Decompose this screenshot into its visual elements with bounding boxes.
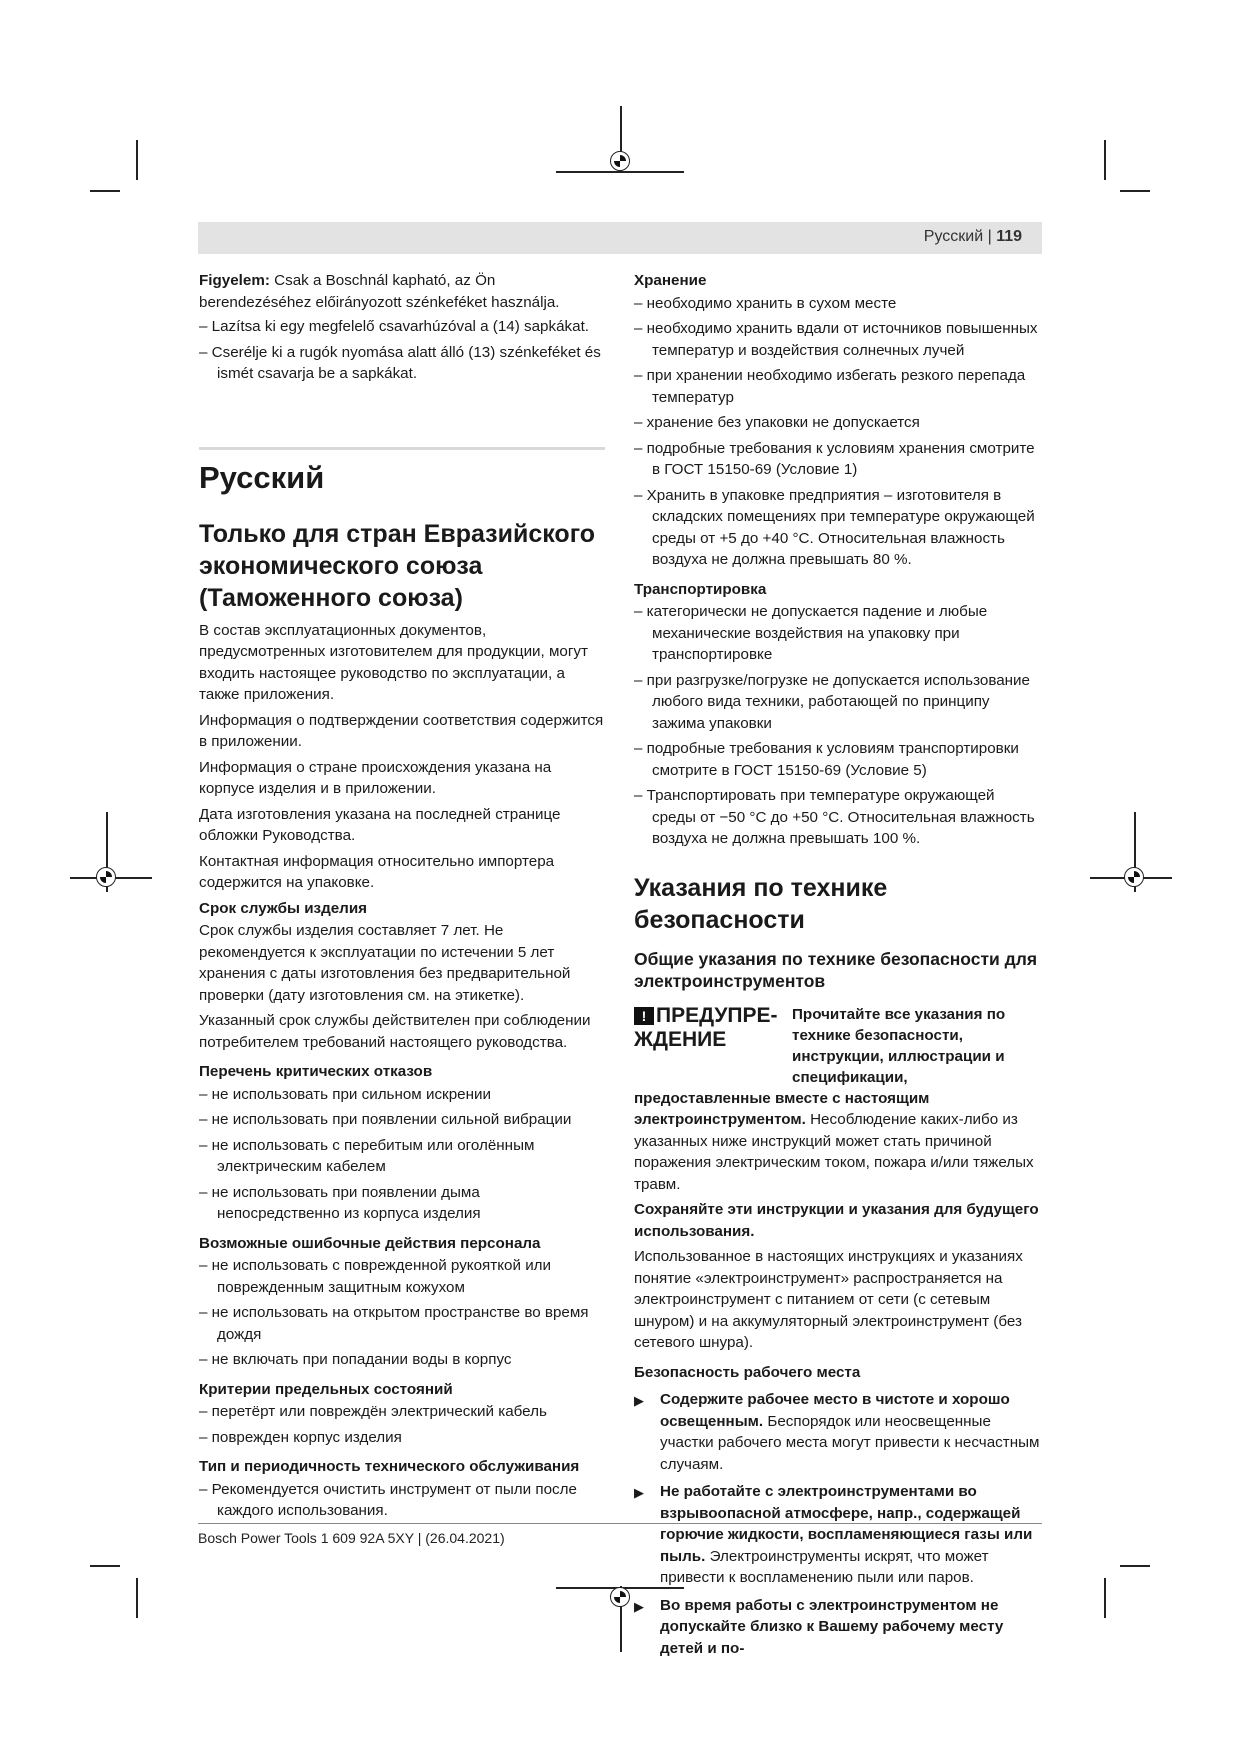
warning-triangle-icon: ! bbox=[634, 1007, 654, 1025]
list-item: – необходимо хранить в сухом месте bbox=[634, 294, 897, 312]
list-item: – не использовать при появлении сильной вибрации bbox=[199, 1111, 572, 1128]
warning-text: Прочитайте все указания по технике безопасности, инструкции, иллюстрации и спецификации, bbox=[792, 1005, 1006, 1086]
list-item: – при разгрузке/погрузке не допускается использование любого вида техники, работающей по принципу зажима упаковки bbox=[634, 671, 1030, 732]
crop-mark bbox=[136, 140, 138, 180]
list-item: – перетёрт или повреждён электрический кабель bbox=[199, 1403, 547, 1420]
keep-instructions: Сохраняйте эти инструкции и указания для будущего использования. bbox=[634, 1201, 1039, 1240]
list-item: – подробные требования к условиям хранения смотрите в ГОСТ 15150-69 (Условие 1) bbox=[634, 439, 1035, 478]
subheading: Критерии предельных состояний bbox=[199, 1380, 453, 1398]
paragraph: Дата изготовления указана на последней странице обложки Руководства. bbox=[199, 805, 561, 844]
paragraph: Использованное в настоящих инструкциях и указаниях понятие «электроинструмент» распространяется на электроинструмент с питанием от сети (с сетевым шнуром) и на аккумуляторный электроинструмент (без сетевого шнура). bbox=[634, 1248, 1023, 1351]
note-text: Csak a Boschnál kapható, az Ön berendezéséhez előirányozott szénkeféket használja. bbox=[199, 272, 560, 311]
bullet-item: ▶ Во время работы с электроинструментом не допускайте близко к Вашему рабочему месту детей и по- bbox=[634, 1595, 1040, 1660]
warning-continuation: предоставленные вместе с настоящим электроинструментом. Несоблюдение каких-либо из указанных ниже инструкций может стать причиной поражения электрическим током, пожара и/или тяжелых травм. bbox=[634, 1089, 1034, 1193]
list-item: – не использовать на открытом пространстве во время дождя bbox=[199, 1304, 589, 1343]
warning-block bbox=[634, 1004, 1040, 1088]
page-header bbox=[198, 222, 1042, 254]
paragraph: В состав эксплуатационных документов, предусмотренных изготовителем для продукции, могут входить настоящее руководство по эксплуатации, а также приложения. bbox=[199, 621, 588, 703]
header-language: Русский bbox=[923, 228, 984, 245]
page-footer bbox=[198, 1523, 1042, 1546]
registration-mark-icon bbox=[610, 1587, 630, 1607]
list-item: – хранение без упаковки не допускается bbox=[634, 414, 920, 431]
registration-mark-icon bbox=[96, 867, 116, 887]
paragraph: Указанный срок службы действителен при соблюдении потребителем требований настоящего руководства. bbox=[199, 1012, 591, 1051]
crop-mark bbox=[136, 1578, 138, 1618]
paragraph: Информация о подтверждении соответствия содержится в приложении. bbox=[199, 711, 604, 750]
subheading: Перечень критических отказов bbox=[199, 1063, 433, 1080]
subheading: Безопасность рабочего места bbox=[634, 1363, 861, 1381]
crop-mark bbox=[1104, 140, 1106, 180]
list-item: – не использовать с поврежденной рукояткой или поврежденным защитным кожухом bbox=[199, 1257, 552, 1296]
section-divider bbox=[199, 447, 605, 450]
crop-mark bbox=[1120, 190, 1150, 192]
list-item: – Хранить в упаковке предприятия – изготовителя в складских помещениях при температуре окружающей среды от +5 до +40 °C. Относительная влажность воздуха не должна превышать 80 %. bbox=[634, 486, 1035, 568]
list-item: – не использовать при появлении дыма непосредственно из корпуса изделия bbox=[199, 1183, 481, 1222]
subheading: Тип и периодичность технического обслуживания bbox=[199, 1458, 580, 1475]
list-item: – Рекомендуется очистить инструмент от пыли после каждого использования. bbox=[199, 1480, 577, 1519]
list-item: – подробные требования к условиям транспортировки смотрите в ГОСТ 15150-69 (Условие 5) bbox=[634, 740, 1019, 779]
list-item: – Lazítsa ki egy megfelelő csavarhúzóval a (14) sapkákat. bbox=[199, 318, 590, 335]
crop-mark bbox=[90, 190, 120, 192]
subheading: Срок службы изделия bbox=[199, 899, 368, 917]
paragraph: Информация о стране происхождения указана на корпусе изделия и в приложении. bbox=[199, 758, 552, 797]
subheading: Хранение bbox=[634, 272, 707, 289]
list-item: – Cserélje ki a rugók nyomása alatt álló (13) szénkeféket és ismét csavarja be a sapkákat. bbox=[199, 343, 601, 382]
paragraph: Контактная информация относительно импортера содержится на упаковке. bbox=[199, 852, 555, 891]
crop-mark bbox=[556, 171, 684, 173]
list-item: – не использовать с перебитым или оголённым электрическим кабелем bbox=[199, 1136, 535, 1175]
section-subtitle: Только для стран Евразийского экономического союза (Таможенного союза) bbox=[199, 519, 596, 612]
hungarian-note bbox=[199, 270, 605, 313]
list-item: – категорически не допускается падение и любые механические воздействия на упаковку при транспортировке bbox=[634, 603, 988, 663]
crop-mark bbox=[90, 1565, 120, 1567]
subheading: Транспортировка bbox=[634, 580, 767, 598]
triangle-bullet-icon: ▶ bbox=[634, 1598, 644, 1614]
paragraph: Срок службы изделия составляет 7 лет. Не рекомендуется к эксплуатации по истечении 5 лет хранения с даты изготовления без предварительной проверки (дату изготовления см. на этикетке). bbox=[199, 922, 571, 1004]
registration-mark-icon bbox=[1124, 867, 1144, 887]
list-item: – при хранении необходимо избегать резкого перепада температур bbox=[634, 367, 1026, 406]
page-number: 119 bbox=[996, 228, 1022, 245]
bullet-item: ▶ Содержите рабочее место в чистоте и хорошо освещенным. Беспорядок или неосвещенные участки рабочего места могут привести к несчастным случаям. bbox=[634, 1389, 1040, 1475]
page-header-text: Русский | 119 bbox=[923, 228, 1022, 245]
safety-title: Указания по технике безопасности bbox=[634, 873, 888, 934]
warning-label: ! ПРЕДУПРЕ- ЖДЕНИЕ bbox=[634, 1003, 778, 1051]
left-column bbox=[199, 270, 605, 1526]
footer-text: Bosch Power Tools 1 609 92A 5XY | (26.04.2021) bbox=[198, 1530, 505, 1546]
general-safety-title: Общие указания по технике безопасности для электроинструментов bbox=[634, 948, 1038, 991]
crop-mark bbox=[1120, 1565, 1150, 1567]
list-item: – Транспортировать при температуре окружающей среды от −50 °C до +50 °C. Относительная влажность воздуха не должна превышать 100 %. bbox=[634, 787, 1035, 847]
section-title: Русский bbox=[199, 459, 325, 495]
triangle-bullet-icon: ▶ bbox=[634, 1485, 644, 1500]
subheading: Возможные ошибочные действия персонала bbox=[199, 1234, 541, 1252]
right-column bbox=[634, 270, 1040, 1665]
list-item: – не использовать при сильном искрении bbox=[199, 1085, 491, 1103]
list-item: – поврежден корпус изделия bbox=[199, 1428, 402, 1446]
crop-mark bbox=[1104, 1578, 1106, 1618]
note-label: Figyelem: bbox=[199, 272, 270, 289]
list-item: – необходимо хранить вдали от источников повышенных температур и воздействия солнечных лучей bbox=[634, 320, 1038, 359]
bullet-item: ▶ Не работайте с электроинструментами во взрывоопасной атмосфере, напр., содержащей горючие жидкости, воспламеняющиеся газы или пыль. Электроинструменты искрят, что может привести к воспламенению пыли или паров. bbox=[634, 1481, 1040, 1589]
triangle-bullet-icon: ▶ bbox=[634, 1393, 644, 1408]
list-item: – не включать при попадании воды в корпус bbox=[199, 1351, 512, 1368]
registration-mark-icon bbox=[610, 151, 630, 171]
